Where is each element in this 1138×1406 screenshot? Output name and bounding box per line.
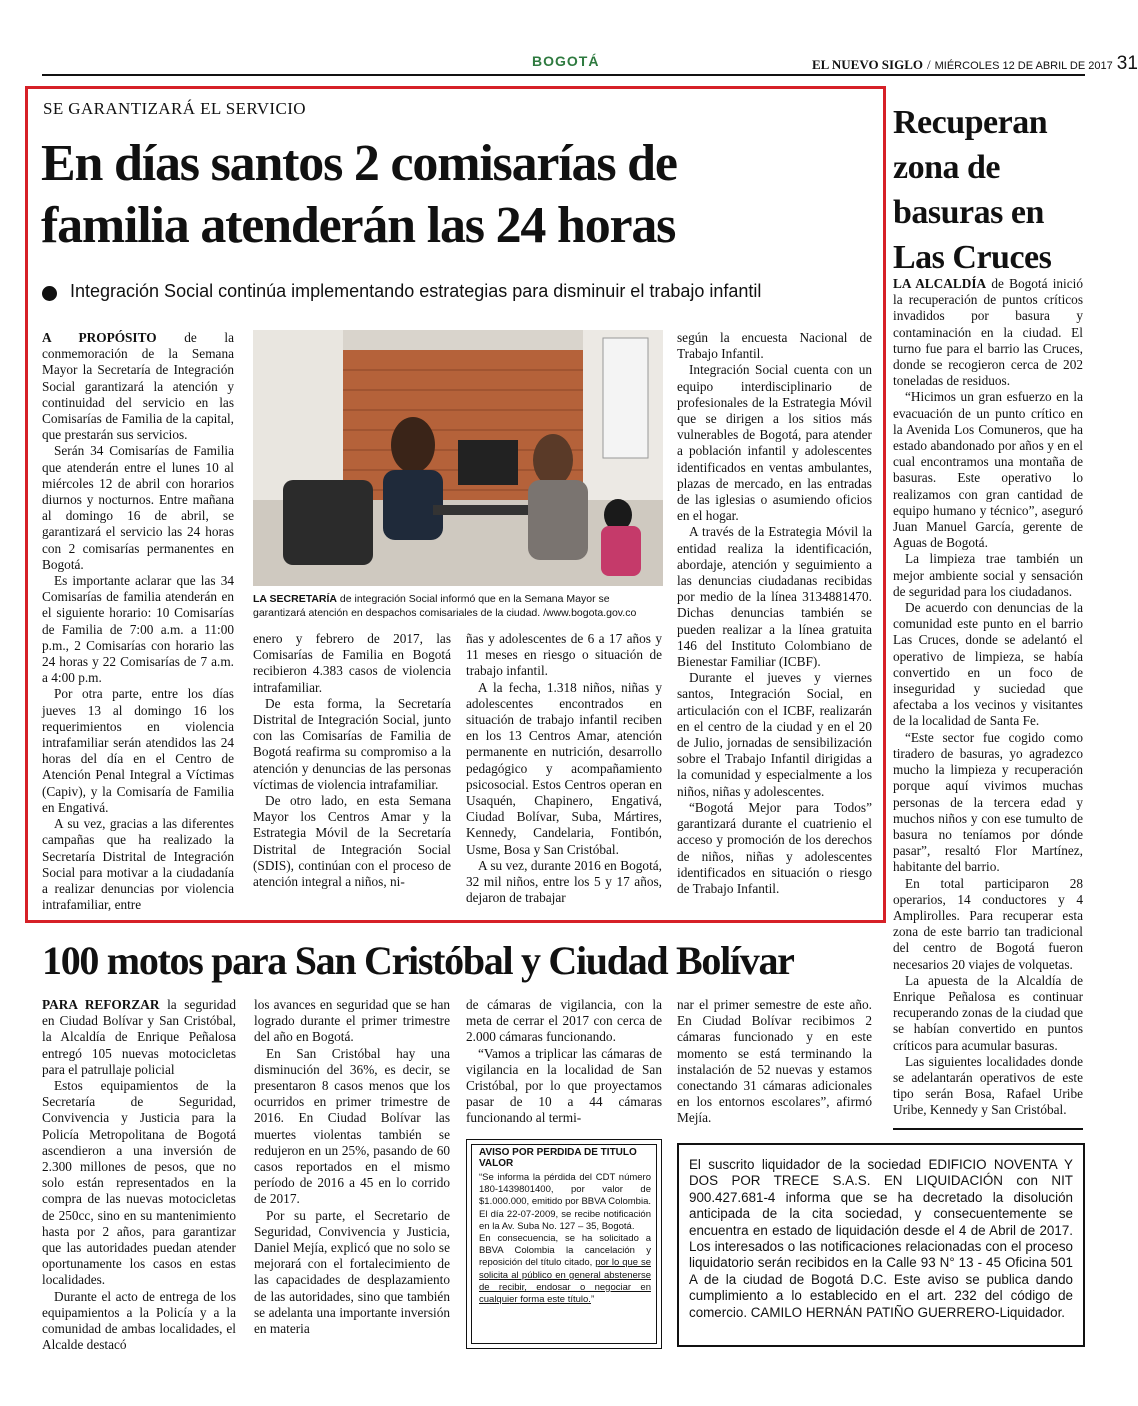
lead-in: LA ALCALDÍA [893, 276, 987, 291]
photo-caption: LA SECRETARÍA de integración Social informó que en la Semana Mayor se garantizará atención en despachos comisariales de la ciudad. /www.bogota.gov.co [253, 593, 637, 619]
paragraph: La limpieza trae también un mejor ambiente social y sensación de seguridad para los ciudadanos. [893, 551, 1083, 599]
classified-ad-liquidation [677, 1143, 1085, 1347]
paragraph: A su vez, durante 2016 en Bogotá, 32 mil niños, entre los 5 y 17 años, dejaron de trabajar [466, 857, 662, 906]
classified-ad-cdt [466, 1139, 662, 1349]
paragraph: “Este sector fue cogido como tiradero de basuras, yo agradezco mucho la limpieza y recuperación porque aquí vivimos muchas personas de la tercera edad y muchos niños y con ese tumulto de basura no teníamos por dónde pasar”, resaltó Flor Martínez, habitante del barrio. [893, 729, 1083, 875]
paragraph: Las siguientes localidades donde se adelantarán operativos de este tipo serán Bosa, Rafael Uribe Uribe, Kennedy y San Cristóbal. [893, 1053, 1083, 1118]
paragraph: nar el primer semestre de este año. En Ciudad Bolívar recibimos 2 cámaras funcionado y en este momento se está terminando la instalación de 52 nuevas y estamos conectando 31 cámaras adicionales en los entornos escolares”, afirmó Mejía. [677, 997, 872, 1126]
main-column-4 [677, 330, 872, 897]
paragraph: Por su parte, el Secretario de Seguridad, Convivencia y Justicia, Daniel Mejía, explicó que no solo se mejorará con el fortalecimiento de las capacidades de desplazamiento de las autoridades, sino que también se adelanta una importante inversión en materia [254, 1207, 450, 1337]
side-headline-line: Las Cruces [893, 239, 1052, 276]
caption-lead: LA SECRETARÍA [253, 593, 337, 605]
paragraph: De esta forma, la Secretaría Distrital de Integración Social, junto con las Comisarías de Familia de Bogotá reafirma su compromiso a la atención y denuncias de las personas víctimas de violencia intrafamiliar. [253, 695, 451, 792]
ad-title: AVISO POR PERDIDA DE TITULO VALOR [479, 1147, 637, 1169]
paragraph: enero y febrero de 2017, las Comisarías de Familia en Bogotá recibieron 4.383 casos de violencia intrafamiliar. [253, 631, 451, 695]
motos-column-3 [466, 997, 662, 1127]
side-headline-line: basuras en [893, 194, 1044, 231]
paragraph: LA ALCALDÍA de Bogotá inició la recuperación de puntos críticos invadidos por basura y contaminación en la ciudad. El turno fue para el barrio las Cruces, donde se recogieron cerca de 202 toneladas de residuos. [893, 276, 1083, 389]
bullet-icon [42, 286, 57, 301]
paragraph: los avances en seguridad que se han logrado durante el primer trimestre del año en Bogotá. [254, 997, 450, 1045]
section-label: BOGOTÁ [532, 53, 600, 69]
paragraph: Durante el jueves y viernes santos, Integración Social, en articulación con el ICBF, realizarán en el centro de la ciudad y en el 20 de Julio, jornadas de sensibilización sobre el Trabajo Infantil dirigidas a la comunidad y especialmente a los niños, niñas y adolescentes. [677, 670, 872, 799]
paragraph: ñas y adolescentes de 6 a 17 años y 11 meses en riesgo o situación de trabajo infantil. [466, 631, 662, 679]
ad-text: El suscrito liquidador de la sociedad EDIFICIO NOVENTA Y DOS POR TRECE S.A.S. EN LIQUIDACIÓN con NIT 900.427.681-4 informa que se ha decretado la disolución anticipada de la cita sociedad, y consecuentemente se encuentra en estado de liquidación desde el 4 de Abril de 2017. Los interesados o las notificaciones relacionadas con el proceso liquidatorio serán recibidos en la Calle 93 N° 13 - 45 Oficina 501 A de la ciudad de Bogotá D.C. Este aviso se publica dando cumplimiento a lo establecido en el art. 232 del código de comercio. CAMILO HERNÁN PATIÑO GUERRERO-Liquidador. [689, 1157, 1073, 1320]
paragraph: En San Cristóbal hay una disminución del 36%, es decir, se presentaron 8 casos menos que los ocurridos en primer trimestre de 2016. En Ciudad Bolívar las muertes violentas también se redujeron en un 25%, pasando de 60 casos reportados en el mismo período de 2016 a 45 en lo corrido de 2017. [254, 1045, 450, 1207]
page-header-right [812, 53, 1138, 75]
main-column-3 [466, 631, 662, 906]
paragraph: A su vez, gracias a las diferentes campañas que ha realizado la Secretaría Distrital de Integración Social para motivar a la ciudadanía a realizar denuncias por violencia intrafamiliar, entre [42, 816, 234, 913]
paragraph: “Vamos a triplicar las cámaras de vigilancia en la localidad de San Cristóbal, por lo que proyectamos pasar de 10 a 44 cámaras funcionando al termi- [466, 1045, 662, 1126]
side-column [893, 276, 1083, 1119]
office-photo-illustration [253, 330, 663, 586]
motos-headline: 100 motos para San Cristóbal y Ciudad Bolívar [42, 938, 794, 983]
motos-column-2 [254, 997, 450, 1337]
headline-line-1: En días santos 2 comisarías de [41, 135, 677, 192]
paragraph: En total participaron 28 operarios, 14 conductores y 4 Amplirolles. Para recuperar esta zona de este barrio tan tradicional del centro de Bogotá fueron necesarios 20 viajes de volquetas. [893, 875, 1083, 972]
paragraph: según la encuesta Nacional de Trabajo Infantil. [677, 330, 872, 362]
subheadline: Integración Social continúa implementando estrategias para disminuir el trabajo infantil [70, 281, 762, 301]
masthead: EL NUEVO SIGLO [812, 57, 923, 72]
main-column-2 [253, 631, 451, 890]
headline-line-2: familia atenderán las 24 horas [41, 197, 676, 254]
side-story-bottom-rule [893, 1128, 1083, 1130]
ad-text: En consecuencia, se ha solicitado a BBVA Colombia la cancelación y reposición del título citado, por lo que se solicita al público en general abstenerse de recibir, endosar o negociar en cualquier forma este título.” [479, 1233, 651, 1306]
lead-in: A PROPÓSITO [42, 330, 157, 345]
paragraph: De acuerdo con denuncias de la comunidad este punto en el barrio Las Cruces, donde se adelantó el operativo de limpieza, se había convertido en un foco de inseguridad y suciedad que afectaba a los vecinos y visitantes de la localidad de Santa Fe. [893, 600, 1083, 729]
side-headline [893, 100, 1051, 280]
paragraph: La apuesta de la Alcaldía de Enrique Peñalosa es continuar recuperando zonas de la ciudad que se habían convertido en puntos críticos para acumular basuras. [893, 972, 1083, 1053]
paragraph: Integración Social cuenta con un equipo interdisciplinario de profesionales de la Estrategia Móvil que se dirigen a los sitios más vulnerables de Bogotá, para atender a población infantil y adolescentes identificados en ventas ambulantes, plazas de mercado, en las entradas de las iglesias o asumiendo oficios en el hogar. [677, 362, 872, 524]
kicker: SE GARANTIZARÁ EL SERVICIO [43, 99, 306, 118]
motos-column-1 [42, 997, 236, 1353]
paragraph: Es importante aclarar que las 34 Comisarías de familia atenderán en el siguiente horario: 10 Comisarías de Familia de 7:00 a.m. a 11:00 p.m., 2 Comisarías con horario las 24 horas y 22 Comisarías de 7 a.m. a 4:00 p.m. [42, 573, 234, 686]
paragraph: A través de la Estrategia Móvil la entidad realiza la identificación, abordaje, atención y seguimiento a las denuncias ciudadanas recibidas por medio de la línea 3134881470. Dichas denuncias también se pueden realizar a la línea gratuita 146 del Instituto Colombiano de Bienestar Familiar (ICBF). [677, 524, 872, 670]
paragraph: Durante el acto de entrega de los equipamientos a la Policía y a la comunidad de ambas localidades, el Alcalde destacó [42, 1288, 236, 1353]
main-column-1 [42, 330, 234, 913]
paragraph: “Bogotá Mejor para Todos” garantizará durante el cuatrienio el acceso y promoción de los derechos de niños, niñas y adolescentes identificados en situación o riesgo de Trabajo Infantil. [677, 799, 872, 896]
header-rule [42, 74, 1085, 76]
paragraph: Serán 34 Comisarías de Familia que atenderán entre el lunes 10 al miércoles 12 de abril con horarios diurnos y nocturnos. Entre mañana al domingo 16 de abril, se garantizará el servicio las 24 horas con 2 comisarías permanentes en Bogotá. [42, 443, 234, 572]
paragraph: de cámaras de vigilancia, con la meta de cerrar el 2017 con cerca de 2.000 cámaras funcionando. [466, 997, 662, 1045]
paragraph: A la fecha, 1.318 niños, niñas y adolescentes encontrados en situación de trabajo infantil reciben en los 13 Centros Amar, atención permanente en nutrición, desarrollo pedagógico y acompañamiento psicosocial. Estos Centros operan en Usaquén, Chapinero, Engativá, Ciudad Bolívar, Suba, Mártires, Kennedy, Candelaria, Fontibón, Usme, Bosa y San Cristóbal. [466, 679, 662, 857]
side-headline-line: zona de [893, 149, 1000, 186]
motos-column-4 [677, 997, 872, 1127]
main-headline [41, 133, 677, 257]
story-photo [253, 330, 663, 586]
paragraph: De otro lado, en esta Semana Mayor los Centros Amar y la Estrategia Móvil de la Secretaría Distrital de Integración Social (SDIS), continúan con el proceso de atención integral a niños, ni- [253, 793, 451, 890]
side-headline-line: Recuperan [893, 104, 1048, 141]
paragraph: PARA REFORZAR la seguridad en Ciudad Bolívar y San Cristóbal, la Alcaldía de Enrique Peñalosa entregó 105 nuevas motocicletas para el patrullaje policial [42, 997, 236, 1077]
page-number: 31 [1116, 53, 1138, 74]
header-separator: / [927, 57, 931, 72]
ad-body [479, 1172, 651, 1306]
paragraph: “Hicimos un gran esfuerzo en la evacuación de un punto crítico en la Avenida Los Comuneros, que ha estado abandonado por años y en el cual encontramos una montaña de basuras. Este operativo lo realizamos con gran cantidad de equipo humano y técnico”, aseguró Juan Manuel García, gerente de Aguas de Bogotá. [893, 389, 1083, 551]
paragraph: Estos equipamientos de la Secretaría de Seguridad, Convivencia y Justicia para la Policía Metropolitana de Bogotá ascendieron a una inversión de 2.300 millones de pesos, que no solo están representados en la compra de las nuevas motocicletas de 250cc, sino en su mantenimiento hasta por 2 años, para garantizar que las autoridades puedan atender oportunamente los casos en estas localidades. [42, 1078, 236, 1288]
ad-text: “Se informa la pérdida del CDT número 180-1439801400, por valor de $1.000.000, emitido por BBVA Colombia. El día 22-07-2009, se recibe notificación en la Av. Suba No. 127 – 35, Bogotá. [479, 1172, 651, 1232]
paragraph: A PROPÓSITO de la conmemoración de la Semana Mayor la Secretaría de Integración Social garantizará la atención y continuidad del servicio en las Comisarías de Familia de la capital, que prestarán sus servicios. [42, 330, 234, 443]
paragraph: Por otra parte, entre los días jueves 13 al domingo 16 los requerimientos en violencia intrafamiliar serán atendidos las 24 horas del día en el Centro de Atención Penal Integral a Víctimas (Capiv), y la Comisaría de Familia en Engativá. [42, 686, 234, 815]
lead-in: PARA REFORZAR [42, 997, 160, 1012]
issue-date: MIÉRCOLES 12 DE ABRIL DE 2017 [934, 60, 1113, 72]
